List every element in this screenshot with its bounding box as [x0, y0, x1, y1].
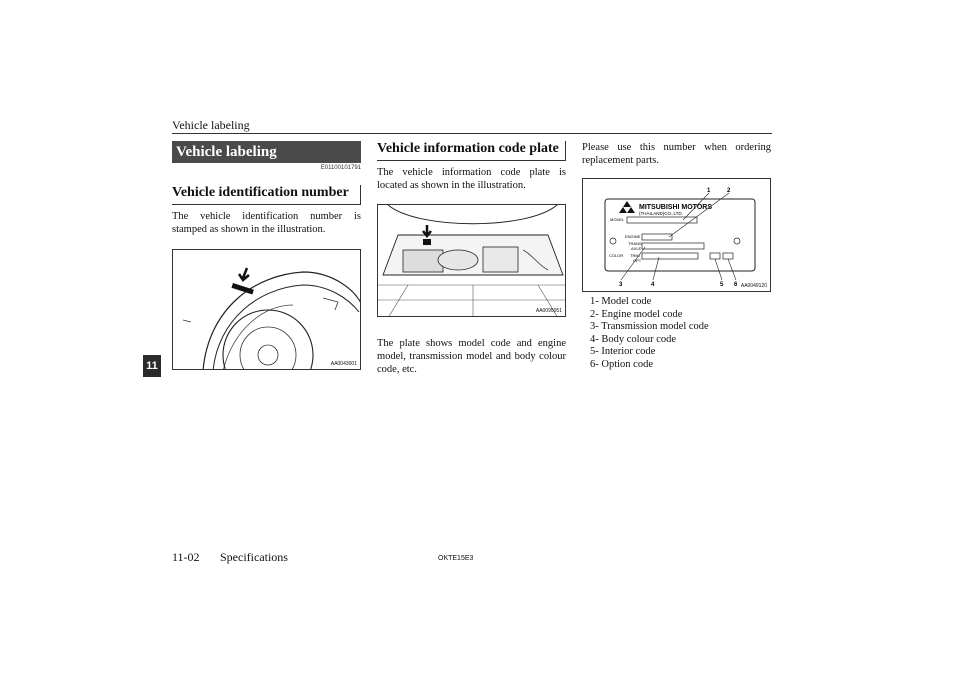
- code-plate-figure-code: AA0049120: [740, 283, 767, 289]
- plate-label-trim: TRIM: [630, 253, 640, 258]
- plate-label-opt: OPT: [633, 258, 642, 263]
- code-plate-heading: Vehicle information code plate: [377, 141, 566, 161]
- vin-figure-code: AA0043001: [330, 361, 357, 367]
- legend-item: 6- Option code: [590, 358, 653, 370]
- legend-item: 5- Interior code: [590, 346, 656, 357]
- footer-section-name: Specifications: [220, 550, 288, 564]
- footer-page-number: 11-02: [172, 550, 200, 564]
- plate-brand-line2: (THAILAND)CO.,LTD.: [639, 211, 683, 216]
- code-plate-figure: [582, 178, 771, 292]
- engine-bay-illustration: [378, 205, 566, 317]
- running-header: Vehicle labeling: [172, 118, 250, 132]
- legend-item: 1- Model code: [590, 296, 652, 307]
- plate-label-trans: TRANS: [628, 241, 642, 246]
- vin-paragraph: The vehicle identification number is stamped as shown in the illustration.: [172, 211, 361, 235]
- code-plate-illustration: [583, 179, 771, 292]
- ordering-paragraph: Please use this number when ordering replacement parts.: [582, 142, 771, 166]
- plate-label-axle: AXLE: [631, 246, 642, 251]
- header-rule: [172, 133, 772, 134]
- plate-brand-line1: MITSUBISHI MOTORS: [639, 204, 712, 211]
- callout-1: 1: [707, 188, 711, 194]
- wheel-arch-illustration: [173, 250, 361, 370]
- plate-label-model: MODEL: [610, 217, 625, 222]
- section-banner: Vehicle labeling: [172, 141, 361, 163]
- chapter-tab: 11: [143, 355, 161, 377]
- legend-item: 3- Transmission model code: [590, 321, 709, 332]
- vin-figure: [172, 249, 361, 370]
- engine-bay-figure: [377, 204, 566, 317]
- code-plate-paragraph-1: The vehicle information code plate is located as shown in the illustration.: [377, 167, 566, 191]
- plate-label-engine: ENGINE: [625, 234, 641, 239]
- callout-3: 3: [619, 282, 623, 288]
- legend-item: 4- Body colour code: [590, 333, 677, 345]
- callout-4: 4: [651, 282, 655, 288]
- code-plate-paragraph-2: The plate shows model code and engine model, transmission model and body colour code, etc.: [377, 338, 566, 375]
- vin-heading: Vehicle identification number: [172, 185, 361, 205]
- section-code: E01100101791: [320, 165, 361, 171]
- callout-6: 6: [734, 282, 738, 288]
- legend-item: 2- Engine model code: [590, 308, 683, 320]
- callout-5: 5: [720, 282, 724, 288]
- footer-doc-code: OKTE15E3: [438, 555, 474, 562]
- plate-label-color: COLOR: [609, 253, 624, 258]
- engine-bay-figure-code: AA0095051: [535, 308, 562, 314]
- callout-2: 2: [727, 188, 731, 194]
- code-legend: [590, 296, 709, 371]
